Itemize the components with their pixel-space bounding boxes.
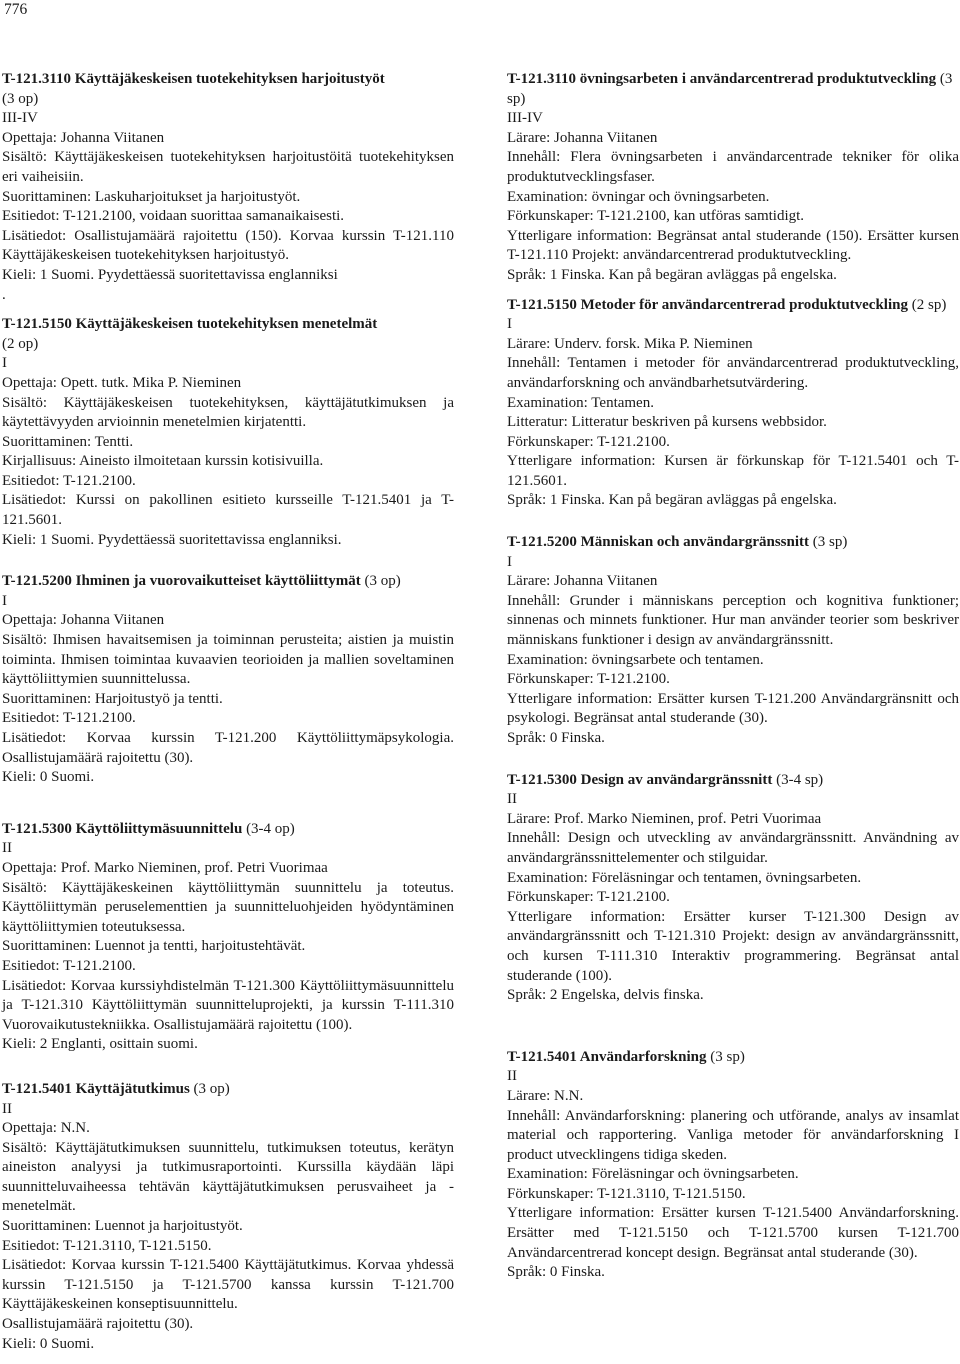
course-detail-line: Lisätiedot: Korvaa kurssin T-121.200 Käyttöliittymäpsykologia. Osallistujamäärä rajoitettu (30). [2,730,454,766]
course-credits: (3 op) [360,573,401,590]
course-code-title: T-121.5150 Metoder för användarcentrerad produktutveckling [507,296,908,313]
course-detail-line: (3 op) [2,90,39,107]
course-entry [2,1080,454,1354]
course-detail-line: Innehåll: Design och utveckling av användargränssnitt. Användning av användargränssnittelementer och stilguidar. [507,830,959,866]
course-detail-line: Ytterligare information: Ersätter kursen T-121.5400 Användarforskning. Ersätter med T-121.5150 och T-121.5700 kursen T-121.700 Användarcentrerad koncept design. Begränsat antal studerande (30). [507,1205,959,1261]
course-detail-line: Sisältö: Käyttäjätutkimuksen suunnittelu, tutkimuksen toteutus, kerätyn aineiston analyysi ja tutkimusraportointi. Kurssilla käydään läpi suunnitteluvaiheessa tehtävän käyttäjätutkimuksen perusvaiheet ja -menetelmät. [2,1139,454,1215]
course-detail-line: Språk: 2 Engelska, delvis finska. [507,987,704,1004]
course-code-title: T-121.5401 Användarforskning [507,1048,707,1065]
course-detail-line: Esitiedot: T-121.2100. [2,710,136,727]
course-detail-line: Suorittaminen: Luennot ja harjoitustyöt. [2,1218,243,1235]
course-detail-line: Sisältö: Käyttäjäkeskeinen käyttöliittymän suunnittelu ja toteutus. Käyttöliittymän peruselementtien ja suunnitteluohjeiden hyödyntäminen käyttöliittymien toteutuksessa. [2,879,454,935]
course-detail-line: Lärare: N.N. [507,1087,584,1104]
course-entry [2,820,454,1055]
course-detail-line: I [2,355,7,372]
course-entry [507,771,959,1006]
course-detail-line: Opettaja: N.N. [2,1120,90,1137]
course-detail-line: Sisältö: Käyttäjäkeskeisen tuotekehityksen, käyttäjätutkimuksen ja käytettävyyden arvioinnin menetelmien kirjatentti. [2,394,454,431]
course-detail-line: Innehåll: Användarforskning: planering och utförande, analys av insamlat material och rapportering. Vanliga metoder för användarforskning I product utvecklingens tidiga skeden. [507,1107,959,1163]
page-number: 776 [4,1,28,18]
course-detail-line: Lisätiedot: Korvaa kurssiyhdistelmän T-121.300 Käyttöliittymäsuunnittelu ja T-121.310 Käyttöliittymän suunnitteluprojekti, ja kurssin T-111.310 Vuorovaikutustekniikka. Osallistujamäärä rajoitettu (100). [2,977,454,1033]
course-detail-line: Kieli: 1 Suomi. Pyydettäessä suoritettavissa englanniksi. [2,531,342,548]
course-detail-line: Suorittaminen: Tentti. [2,433,134,450]
course-detail-line: Lärare: Prof. Marko Nieminen, prof. Petri Vuorimaa [507,810,822,827]
course-entry [507,70,959,286]
course-detail-line: Osallistujamäärä rajoitettu (30). [2,1316,194,1333]
course-title [507,533,959,553]
course-detail-line: Suorittaminen: Harjoitustyö ja tentti. [2,690,223,707]
course-detail-line: Esitiedot: T-121.3110, T-121.5150. [2,1237,212,1254]
course-detail-line: Språk: 0 Finska. [507,730,605,746]
course-detail-line: Ytterligare information: Ersätter kursen T-121.200 Användargränsnitt och psykologi. Begränsat antal studerande (30). [507,690,959,727]
course-title [507,771,959,791]
course-detail-line: Förkunskaper: T-121.2100. [507,433,670,450]
course-credits: (3 op) [189,1080,230,1097]
course-detail-line: Innehåll: Flera övningsarbeten i användarcentrade tekniker för olika produktutvecklingsfaser. [507,149,959,185]
course-detail-line: Examination: Tentamen. [507,394,654,411]
course-code-title: T-121.3110 övningsarbeten i användarcentrerad produktutveckling [507,71,937,87]
course-detail-line: Förkunskaper: T-121.2100. [507,671,670,688]
course-detail-line: Kirjallisuus: Aineisto ilmoitetaan kurssin kotisivuilla. [2,453,324,470]
course-detail-line: II [507,1068,517,1085]
course-title [507,1048,959,1068]
course-detail-line: Språk: 0 Finska. [507,1264,605,1281]
course-detail-line: I [507,553,512,570]
course-code-title: T-121.5200 Ihminen ja vuorovaikutteiset käyttöliittymät [2,573,361,590]
course-credits: (3 sp) [706,1048,745,1065]
course-detail-line: Examination: Föreläsningar och tentamen, övningsarbeten. [507,869,862,886]
course-detail-line: Opettaja: Prof. Marko Nieminen, prof. Petri Vuorimaa [2,859,328,876]
course-detail-line: (2 op) [2,335,39,352]
course-detail-line: Opettaja: Opett. tutk. Mika P. Nieminen [2,374,242,391]
course-entry [507,1048,959,1283]
swedish-column [507,70,959,1283]
course-detail-line: Suorittaminen: Luennot ja tentti, harjoitustehtävät. [2,938,306,955]
course-detail-line: Examination: övningar och övningsarbeten. [507,188,770,205]
course-detail-line: Litteratur: Litteratur beskriven på kursens webbsidor. [507,414,827,431]
course-title [2,820,454,840]
course-detail-line: Förkunskaper: T-121.3110, T-121.5150. [507,1185,746,1202]
course-entry [2,572,454,788]
course-detail-line: Kieli: 0 Suomi. [2,769,95,786]
course-entry [2,315,454,550]
course-detail-line: Esitiedot: T-121.2100. [2,472,136,489]
course-detail-line: Sisältö: Käyttäjäkeskeisen tuotekehityksen harjoitustöitä tuotekehityksen eri vaiheisiin. [2,149,454,185]
course-detail-line: Ytterligare information: Ersätter kurser T-121.300 Design av användargränssnitt och T-121.310 Projekt: design av användargränssnitt, och kursen T-111.310 Interaktiv programmering. Begränsat antal studerande (100). [507,908,959,984]
course-code-title: T-121.5300 Design av användargränssnitt [507,771,773,788]
course-title [2,572,454,592]
course-detail-line: Förkunskaper: T-121.2100. [507,889,670,906]
course-title [2,315,454,335]
course-detail-line: Innehåll: Tentamen i metoder för användarcentrerad produktutveckling, användarforskning och användbarhetsutvärdering. [507,355,959,391]
course-title [507,296,959,316]
course-detail-line: Lärare: Underv. forsk. Mika P. Nieminen [507,335,753,352]
course-detail-line: Kieli: 2 Englanti, osittain suomi. [2,1036,198,1053]
course-detail-line: II [2,1100,12,1117]
course-detail-line: Kieli: 0 Suomi. [2,1335,95,1352]
course-code-title: T-121.5300 Käyttöliittymäsuunnittelu [2,820,243,837]
course-detail-line: Ytterligare information: Kursen är förkunskap för T-121.5401 och T-121.5601. [507,453,959,489]
course-credits: (3-4 sp) [772,771,824,788]
course-credits: (3-4 op) [242,820,295,837]
course-title [507,70,959,109]
course-code-title: T-121.5150 Käyttäjäkeskeisen tuotekehityksen menetelmät [2,316,378,333]
course-detail-line: II [2,840,12,857]
course-detail-line: I [2,592,7,609]
course-detail-line: III-IV [2,110,38,127]
course-detail-line: Opettaja: Johanna Viitanen [2,129,165,146]
course-entry [2,70,454,305]
course-detail-line: III-IV [507,110,543,127]
course-detail-line: . [2,286,6,303]
course-detail-line: Förkunskaper: T-121.2100, kan utföras samtidigt. [507,208,805,225]
course-title [2,70,454,90]
course-detail-line: Innehåll: Grunder i människans perception och kognitiva funktioner; sinnenas och minnets funktioner. Hur man använder teorier som beskriver människans funktioner i design av användargränssnitt. [507,592,959,649]
course-detail-line: Lärare: Johanna Viitanen [507,573,658,590]
course-detail-line: I [507,316,512,333]
course-detail-line: Esitiedot: T-121.2100, voidaan suorittaa samanaikaisesti. [2,208,345,225]
course-code-title: T-121.5200 Människan och användargränssnitt [507,534,810,551]
course-detail-line: Ytterligare information: Begränsat antal studerande (150). Ersätter kursen T-121.110 Projekt: användarcentrerad produktutveckling. [507,227,959,264]
course-detail-line: Suorittaminen: Laskuharjoitukset ja harjoitustyöt. [2,188,301,205]
course-detail-line: Lisätiedot: Kurssi on pakollinen esitieto kursseille T-121.5401 ja T-121.5601. [2,492,454,529]
course-detail-line: Lisätiedot: Osallistujamäärä rajoitettu (150). Korvaa kurssin T-121.110 Käyttäjäkeskeisen tuotekehityksen harjoitustyö. [2,227,454,264]
course-detail-line: II [507,791,517,808]
course-detail-line: Esitiedot: T-121.2100. [2,957,136,974]
course-code-title: T-121.5401 Käyttäjätutkimus [2,1080,190,1097]
course-entry [507,296,959,512]
course-detail-line: Språk: 1 Finska. Kan på begäran avläggas på engelska. [507,492,837,509]
course-credits: (3 sp) [809,534,848,551]
course-code-title: T-121.3110 Käyttäjäkeskeisen tuotekehityksen harjoitustyöt [2,71,385,87]
course-detail-line: Språk: 1 Finska. Kan på begäran avläggas på engelska. [507,266,837,283]
course-detail-line: Lisätiedot: Korvaa kurssin T-121.5400 Käyttäjätutkimus. Korvaa yhdessä kurssin T-121.5150 ja T-121.5700 kanssa kurssin T-121.700 Käyttäjäkeskeinen konseptisuunnittelu. [2,1257,454,1313]
course-detail-line: Kieli: 1 Suomi. Pyydettäessä suoritettavissa englanniksi [2,266,338,283]
course-detail-line: Examination: Föreläsningar och övningsarbeten. [507,1166,799,1183]
course-credits: (2 sp) [908,296,947,313]
course-detail-line: Sisältö: Ihmisen havaitsemisen ja toiminnan perusteita; aistien ja muistin toiminta. Ihmisen toimintaa kuvaavien teorioiden ja mallien soveltaminen käyttöliittymien suunnittelussa. [2,632,454,688]
course-credits: (3 sp) [507,71,953,107]
finnish-column [2,70,454,1354]
course-entry [507,533,959,749]
course-detail-line: Examination: övningsarbete och tentamen. [507,651,764,668]
course-detail-line: Opettaja: Johanna Viitanen [2,612,165,629]
course-title [2,1080,454,1100]
course-detail-line: Lärare: Johanna Viitanen [507,129,658,146]
